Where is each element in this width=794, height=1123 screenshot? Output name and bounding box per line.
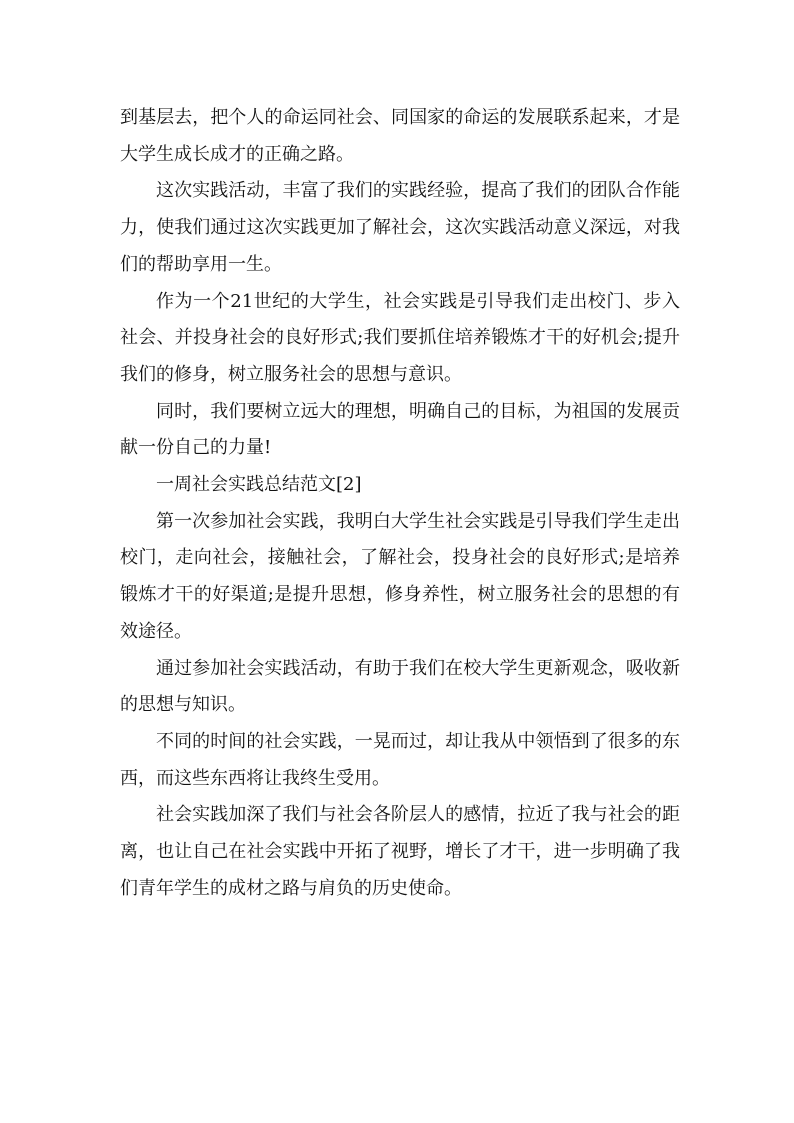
paragraph-6: 通过参加社会实践活动，有助于我们在校大学生更新观念，吸收新的思想与知识。: [120, 657, 680, 716]
paragraph-2: 这次实践活动，丰富了我们的实践经验，提高了我们的团队合作能力，使我们通过这次实践更加了解社会，这次实践活动意义深远，对我们的帮助享用一生。: [120, 180, 680, 275]
paragraph-7: 不同的时间的社会实践，一晃而过，却让我从中领悟到了很多的东西，而这些东西将让我终生受用。: [120, 730, 680, 789]
paragraph-4: 同时，我们要树立远大的理想，明确自己的目标，为祖国的发展贡献一份自己的力量!: [120, 400, 680, 459]
paragraph-5: 第一次参加社会实践，我明白大学生社会实践是引导我们学生走出校门，走向社会，接触社会，了解社会，投身社会的良好形式;是培养锻炼才干的好渠道;是提升思想，修身养性，树立服务社会的思想的有效途径。: [120, 510, 680, 642]
section-heading: 一周社会实践总结范文[2]: [156, 474, 362, 496]
paragraph-1: 到基层去，把个人的命运同社会、同国家的命运的发展联系起来，才是大学生成长成才的正确之路。: [120, 107, 680, 165]
document-body: [120, 100, 680, 907]
paragraph-3: 作为一个21世纪的大学生，社会实践是引导我们走出校门、步入社会、并投身社会的良好形式;我们要抓住培养锻炼才干的好机会;提升我们的修身，树立服务社会的思想与意识。: [120, 290, 680, 385]
paragraph-8: 社会实践加深了我们与社会各阶层人的感情，拉近了我与社会的距离，也让自己在社会实践中开拓了视野，增长了才干，进一步明确了我们青年学生的成材之路与肩负的历史使命。: [120, 804, 680, 899]
